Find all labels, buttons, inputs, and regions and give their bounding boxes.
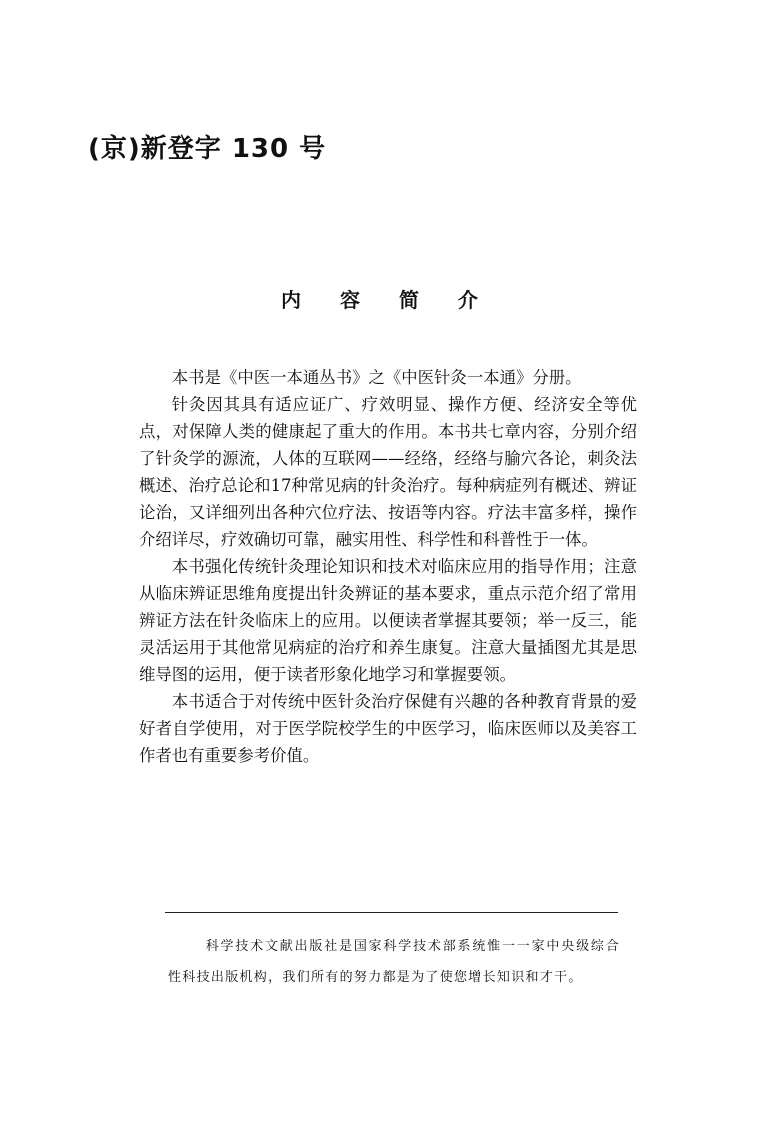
summary-paragraph-4: 本书适合于对传统中医针灸治疗保健有兴趣的各种教育背景的爱好者自学使用，对于医学院校学生的中医学习，临床医师以及美容工作者也有重要参考价值。 — [139, 692, 637, 765]
footer-divider — [165, 912, 618, 913]
publisher-note — [168, 931, 620, 993]
section-title: 内 容 简 介 — [281, 288, 494, 312]
summary-body — [139, 364, 637, 769]
summary-paragraph-3: 本书强化传统针灸理论知识和技术对临床应用的指导作用；注意从临床辨证思维角度提出针灸辨证的基本要求，重点示范介绍了常用辨证方法在针灸临床上的应用。以便读者掌握其要领；举一反三，能灵活运用于其他常见病症的治疗和养生康复。注意大量插图尤其是思维导图的运用，便于读者形象化地学习和掌握要领。 — [139, 557, 637, 684]
registration-number: (京)新登字 130 号 — [88, 134, 327, 164]
summary-paragraph-1: 本书是《中医一本通丛书》之《中医针灸一本通》分册。 — [171, 368, 582, 387]
summary-paragraph-2: 针灸因其具有适应证广、疗效明显、操作方便、经济安全等优点，对保障人类的健康起了重大的作用。本书共七章内容，分别介绍了针灸学的源流，人体的互联网——经络，经络与腧穴各论，刺灸法概述、治疗总论和17种常见病的针灸治疗。每种病症列有概述、辨证论治，又详细列出各种穴位疗法、按语等内容。疗法丰富多样，操作介绍详尽，疗效确切可靠，融实用性、科学性和科普性于一体。 — [139, 395, 637, 549]
publisher-note-text: 科学技术文献出版社是国家科学技术部系统惟一一家中央级综合性科技出版机构，我们所有的努力都是为了使您增长知识和才干。 — [168, 939, 620, 985]
